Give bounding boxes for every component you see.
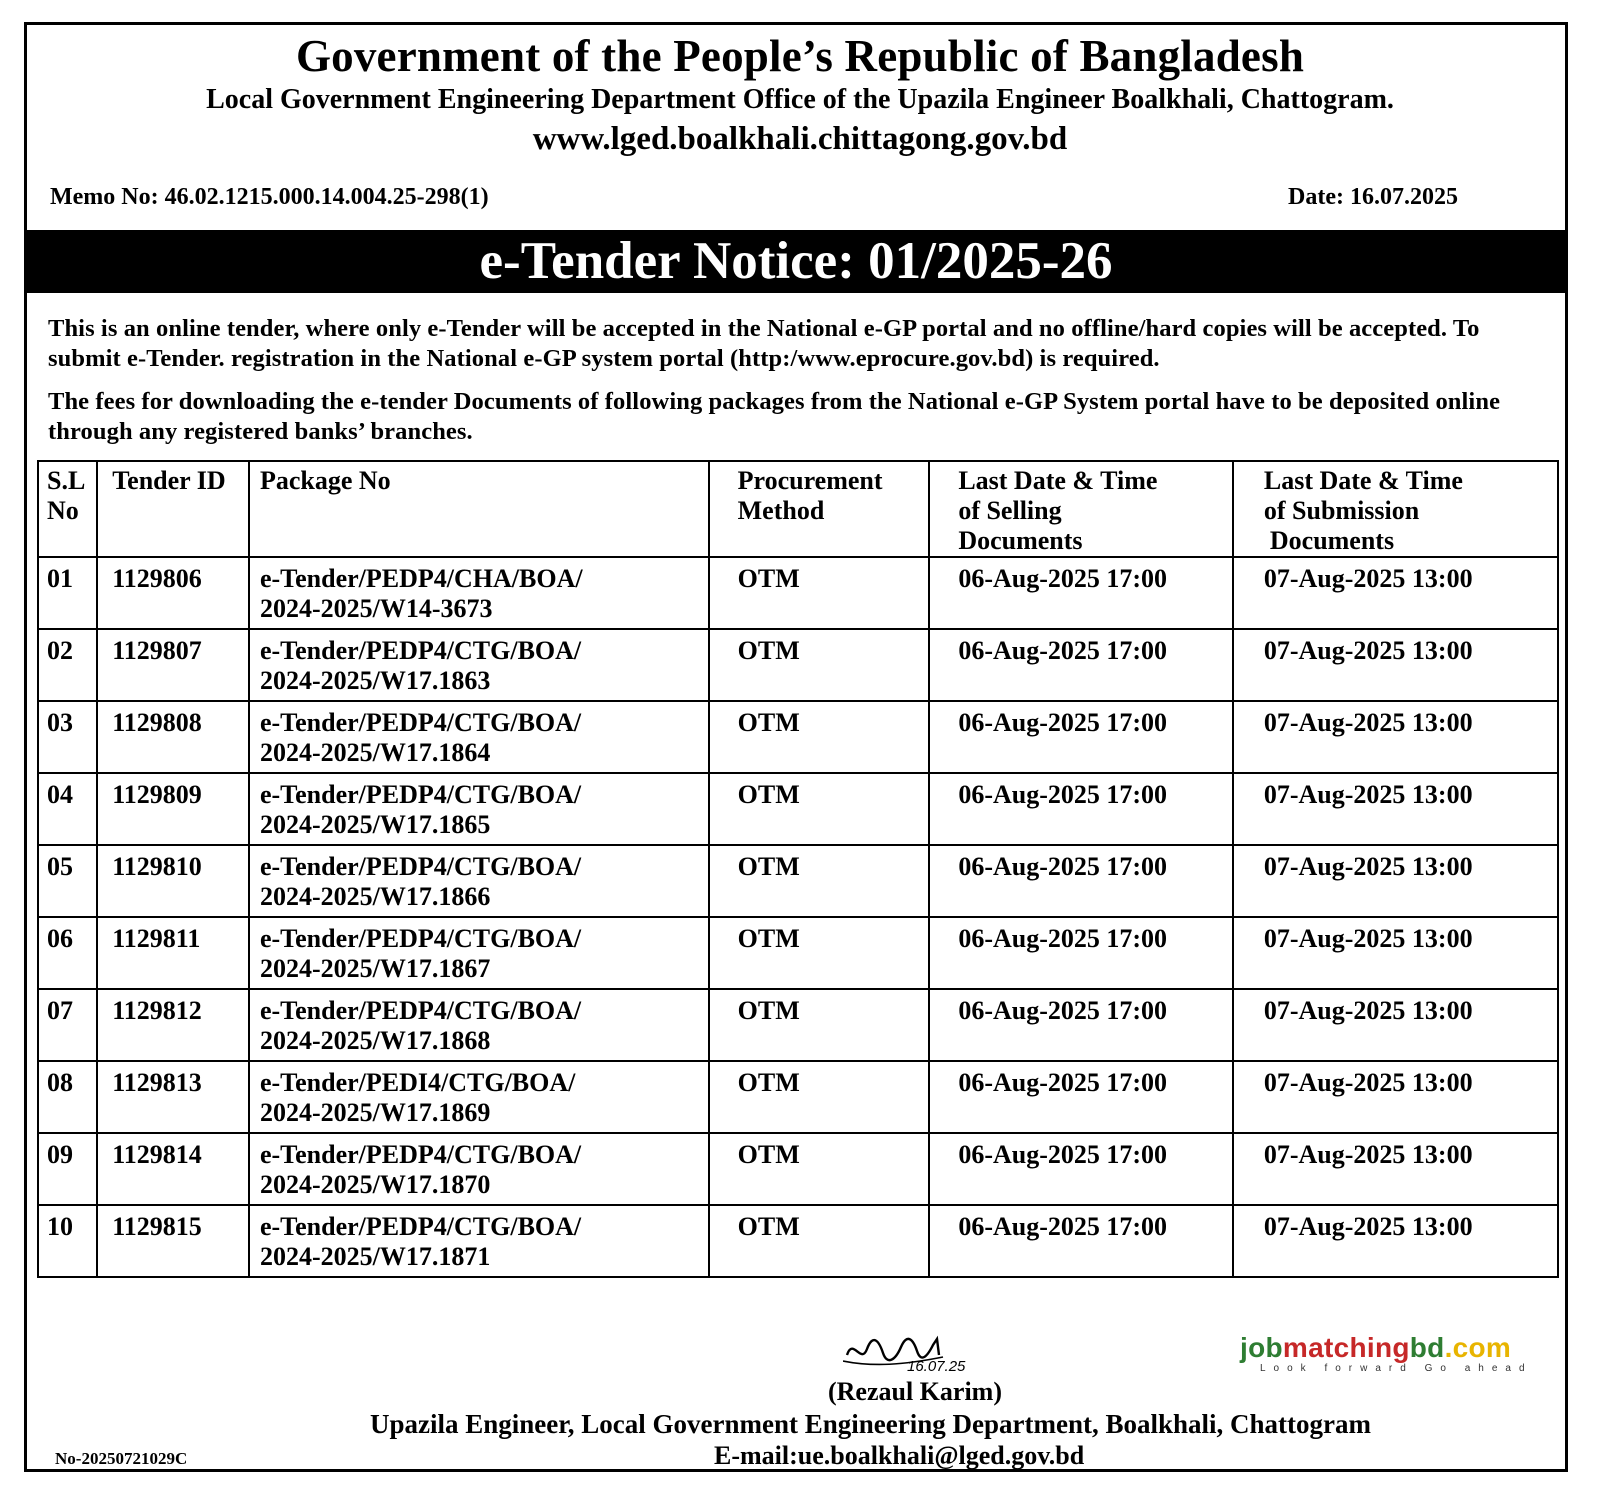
cell-sl-no: 05 <box>38 845 97 917</box>
cell-tender-id: 1129811 <box>97 917 249 989</box>
cell-sl-no: 09 <box>38 1133 97 1205</box>
cell-procurement-method: OTM <box>709 773 930 845</box>
table-row <box>38 1133 1558 1205</box>
cell-tender-id: 1129810 <box>97 845 249 917</box>
cell-sl-no: 08 <box>38 1061 97 1133</box>
fees-paragraph: The fees for downloading the e-tender Documents of following packages from the National e-GP System portal have to be deposited online through any registered banks’ branches. <box>48 388 1501 445</box>
table-row <box>38 1205 1558 1277</box>
cell-tender-id: 1129807 <box>97 629 249 701</box>
header-package-no: Package No <box>249 461 709 557</box>
cell-selling-date: 06-Aug-2025 17:00 <box>929 1133 1233 1205</box>
table-row <box>38 845 1558 917</box>
notice-date: Date: 16.07.2025 <box>1288 184 1458 210</box>
cell-procurement-method: OTM <box>709 629 930 701</box>
cell-package-no: e-Tender/PEDI4/CTG/BOA/ 2024-2025/W17.1869 <box>249 1061 709 1133</box>
cell-selling-date: 06-Aug-2025 17:00 <box>929 1061 1233 1133</box>
table-row <box>38 1061 1558 1133</box>
table-row <box>38 701 1558 773</box>
signatory-name: (Rezaul Karim) <box>827 1377 1002 1406</box>
cell-package-no: e-Tender/PEDP4/CTG/BOA/ 2024-2025/W17.1871 <box>249 1205 709 1277</box>
cell-submission-date: 07-Aug-2025 13:00 <box>1233 629 1558 701</box>
cell-procurement-method: OTM <box>709 557 930 629</box>
signatory-email[interactable]: E-mail:ue.boalkhali@lged.gov.bd <box>714 1441 1085 1470</box>
svg-text:16.07.25: 16.07.25 <box>907 1358 966 1375</box>
header-procurement-method: Procurement Method <box>709 461 930 557</box>
cell-selling-date: 06-Aug-2025 17:00 <box>929 557 1233 629</box>
website-url[interactable]: www.lged.boalkhali.chittagong.gov.bd <box>532 121 1068 157</box>
tender-table <box>37 460 1559 1278</box>
cell-tender-id: 1129813 <box>97 1061 249 1133</box>
cell-submission-date: 07-Aug-2025 13:00 <box>1233 773 1558 845</box>
watermark-logo <box>1240 1333 1558 1381</box>
reference-number: No-20250721029C <box>55 1449 188 1468</box>
cell-selling-date: 06-Aug-2025 17:00 <box>929 773 1233 845</box>
cell-procurement-method: OTM <box>709 1205 930 1277</box>
cell-tender-id: 1129815 <box>97 1205 249 1277</box>
cell-selling-date: 06-Aug-2025 17:00 <box>929 1205 1233 1277</box>
cell-procurement-method: OTM <box>709 1061 930 1133</box>
header-sl-no: S.L No <box>38 461 97 557</box>
office-name: Local Government Engineering Department Office of the Upazila Engineer Boalkhali, Chattogram. <box>206 84 1394 115</box>
memo-number: Memo No: 46.02.1215.000.14.004.25-298(1) <box>50 184 489 210</box>
cell-submission-date: 07-Aug-2025 13:00 <box>1233 557 1558 629</box>
government-title: Government of the People’s Republic of Bangladesh <box>295 31 1305 81</box>
tender-table-wrapper <box>37 460 1559 1278</box>
cell-sl-no: 04 <box>38 773 97 845</box>
cell-package-no: e-Tender/PEDP4/CTG/BOA/ 2024-2025/W17.1863 <box>249 629 709 701</box>
cell-submission-date: 07-Aug-2025 13:00 <box>1233 1133 1558 1205</box>
signatory-designation: Upazila Engineer, Local Government Engineering Department, Boalkhali, Chattogram <box>370 1409 1371 1439</box>
table-body <box>38 557 1558 1277</box>
cell-sl-no: 03 <box>38 701 97 773</box>
cell-tender-id: 1129808 <box>97 701 249 773</box>
intro-paragraph: This is an online tender, where only e-Tender will be accepted in the National e-GP portal and no offline/hard copies will be accepted. To submit e-Tender. registration in the National e-GP system portal (http:/www.eprocure.gov.bd) is required. <box>48 315 1480 372</box>
cell-tender-id: 1129806 <box>97 557 249 629</box>
table-row <box>38 773 1558 845</box>
notice-title-banner: e-Tender Notice: 01/2025-26 <box>27 230 1565 293</box>
cell-tender-id: 1129814 <box>97 1133 249 1205</box>
watermark-logo-text: jobmatchingbd.com <box>1240 1332 1512 1363</box>
cell-sl-no: 01 <box>38 557 97 629</box>
header-tender-id: Tender ID <box>97 461 249 557</box>
cell-tender-id: 1129809 <box>97 773 249 845</box>
cell-tender-id: 1129812 <box>97 989 249 1061</box>
cell-package-no: e-Tender/PEDP4/CTG/BOA/ 2024-2025/W17.1868 <box>249 989 709 1061</box>
cell-procurement-method: OTM <box>709 989 930 1061</box>
cell-package-no: e-Tender/PEDP4/CHA/BOA/ 2024-2025/W14-3673 <box>249 557 709 629</box>
cell-procurement-method: OTM <box>709 701 930 773</box>
cell-sl-no: 10 <box>38 1205 97 1277</box>
table-row <box>38 917 1558 989</box>
cell-selling-date: 06-Aug-2025 17:00 <box>929 917 1233 989</box>
table-row <box>38 557 1558 629</box>
cell-submission-date: 07-Aug-2025 13:00 <box>1233 701 1558 773</box>
cell-sl-no: 07 <box>38 989 97 1061</box>
cell-package-no: e-Tender/PEDP4/CTG/BOA/ 2024-2025/W17.1867 <box>249 917 709 989</box>
header-selling-date: Last Date & Time of Selling Documents <box>929 461 1233 557</box>
cell-submission-date: 07-Aug-2025 13:00 <box>1233 845 1558 917</box>
cell-package-no: e-Tender/PEDP4/CTG/BOA/ 2024-2025/W17.1865 <box>249 773 709 845</box>
cell-selling-date: 06-Aug-2025 17:00 <box>929 701 1233 773</box>
cell-sl-no: 02 <box>38 629 97 701</box>
cell-submission-date: 07-Aug-2025 13:00 <box>1233 1205 1558 1277</box>
cell-package-no: e-Tender/PEDP4/CTG/BOA/ 2024-2025/W17.1866 <box>249 845 709 917</box>
cell-selling-date: 06-Aug-2025 17:00 <box>929 989 1233 1061</box>
table-row <box>38 629 1558 701</box>
cell-procurement-method: OTM <box>709 917 930 989</box>
cell-submission-date: 07-Aug-2025 13:00 <box>1233 1061 1558 1133</box>
cell-submission-date: 07-Aug-2025 13:00 <box>1233 917 1558 989</box>
cell-selling-date: 06-Aug-2025 17:00 <box>929 629 1233 701</box>
table-row <box>38 989 1558 1061</box>
cell-procurement-method: OTM <box>709 1133 930 1205</box>
table-header-row <box>38 461 1558 557</box>
cell-sl-no: 06 <box>38 917 97 989</box>
signature-image <box>843 1327 1003 1375</box>
cell-selling-date: 06-Aug-2025 17:00 <box>929 845 1233 917</box>
cell-submission-date: 07-Aug-2025 13:00 <box>1233 989 1558 1061</box>
cell-procurement-method: OTM <box>709 845 930 917</box>
watermark-tagline: Look forward Go ahead <box>1260 1363 1533 1374</box>
cell-package-no: e-Tender/PEDP4/CTG/BOA/ 2024-2025/W17.1870 <box>249 1133 709 1205</box>
cell-package-no: e-Tender/PEDP4/CTG/BOA/ 2024-2025/W17.1864 <box>249 701 709 773</box>
header-submission-date: Last Date & Time of Submission Documents <box>1233 461 1558 557</box>
